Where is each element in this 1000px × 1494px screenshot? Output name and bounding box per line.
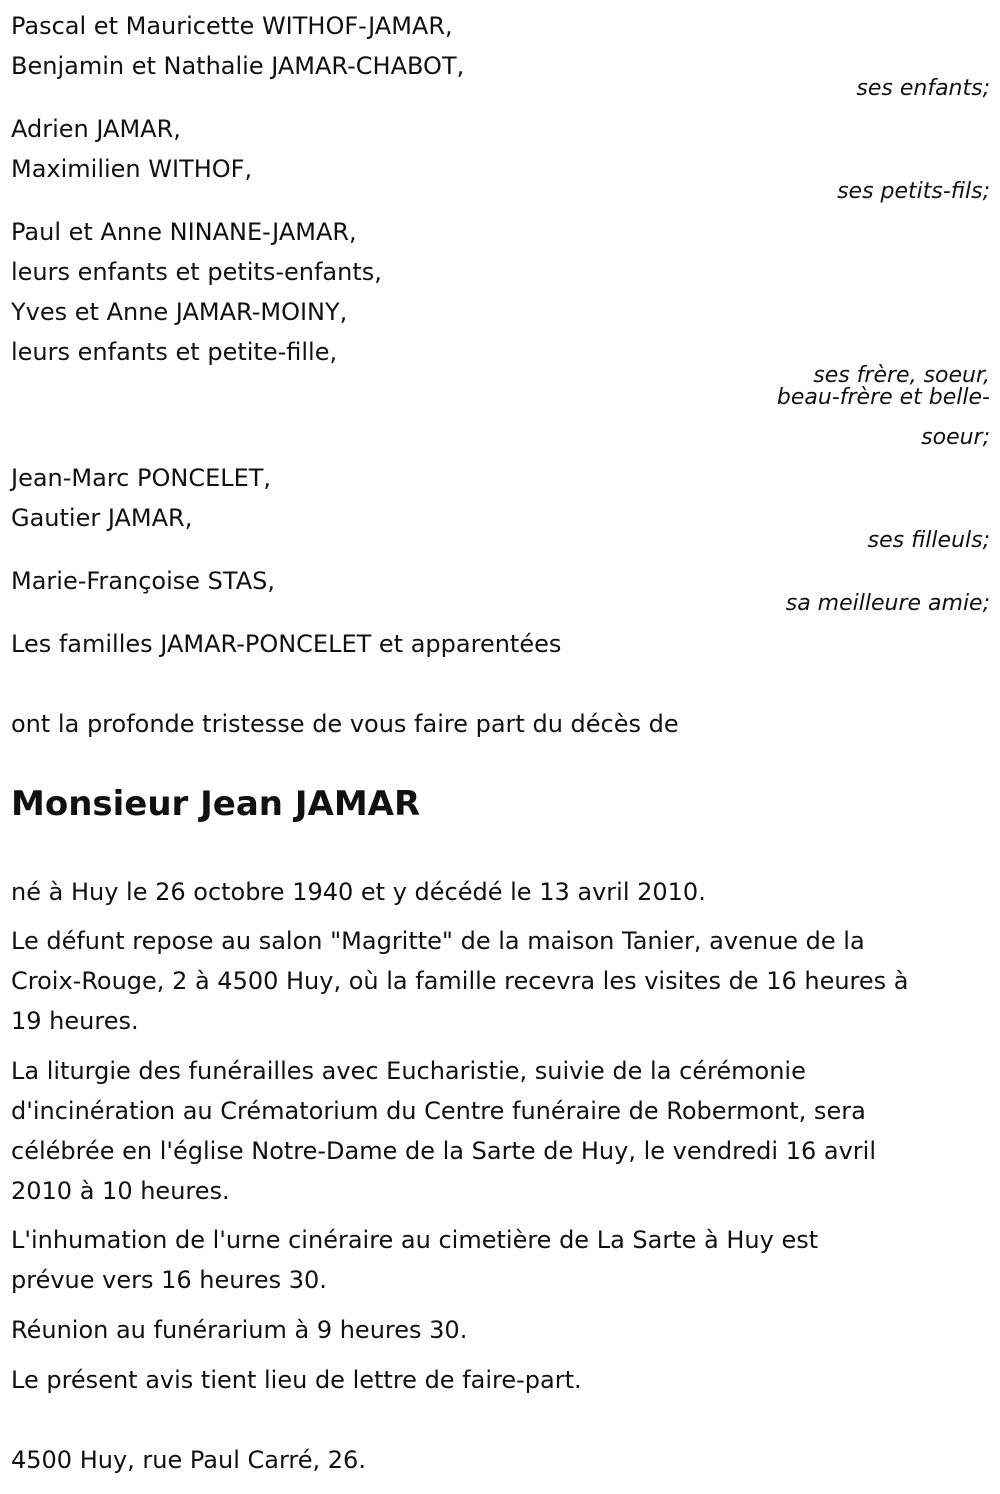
burial-line-1: L'inhumation de l'urne cinéraire au cimetière de La Sarte à Huy est [11,1226,819,1254]
child-line-2: Benjamin et Nathalie JAMAR-CHABOT, [11,52,465,80]
child-line-1: Pascal et Mauricette WITHOF-JAMAR, [11,12,453,40]
meeting-line: Réunion au funérarium à 9 heures 30. [11,1316,468,1344]
liturgy-line-4: 2010 à 10 heures. [11,1177,230,1205]
siblings-role-line-3: soeur; [921,425,990,450]
grandchild-line-1: Adrien JAMAR, [11,115,181,143]
notice-line: Le présent avis tient lieu de lettre de faire-part. [11,1366,582,1394]
sibling-line-2: leurs enfants et petits-enfants, [11,258,382,286]
siblings-role-line-1: ses frère, soeur, [813,363,990,388]
burial-line-2: prévue vers 16 heures 30. [11,1266,327,1294]
sibling-line-4: leurs enfants et petite-fille, [11,338,338,366]
sibling-line-3: Yves et Anne JAMAR-MOINY, [11,298,348,326]
deceased-name: Monsieur Jean JAMAR [11,784,421,824]
godchild-line-2: Gautier JAMAR, [11,504,193,532]
children-role: ses enfants; [856,76,990,101]
friend-role: sa meilleure amie; [785,591,990,616]
viewing-line-2: Croix-Rouge, 2 à 4500 Huy, où la famille recevra les visites de 16 heures à [11,967,909,995]
viewing-line-3: 19 heures. [11,1007,139,1035]
grandchild-line-2: Maximilien WITHOF, [11,155,253,183]
birth-death-line: né à Huy le 26 octobre 1940 et y décédé le 13 avril 2010. [11,878,706,906]
godchild-line-1: Jean-Marc PONCELET, [11,464,272,492]
sibling-line-1: Paul et Anne NINANE-JAMAR, [11,218,357,246]
grandchildren-role: ses petits-fils; [837,179,990,204]
liturgy-line-2: d'incinération au Crématorium du Centre funéraire de Robermont, sera [11,1097,866,1125]
siblings-role-line-2: beau-frère et belle- [776,385,990,410]
families-line: Les familles JAMAR-PONCELET et apparentées [11,630,562,658]
liturgy-line-1: La liturgie des funérailles avec Eucharistie, suivie de la cérémonie [11,1057,806,1085]
liturgy-line-3: célébrée en l'église Notre-Dame de la Sarte de Huy, le vendredi 16 avril [11,1137,876,1165]
friend-line: Marie-Françoise STAS, [11,567,275,595]
address-line: 4500 Huy, rue Paul Carré, 26. [11,1446,366,1474]
announcement-line: ont la profonde tristesse de vous faire part du décès de [11,710,679,738]
viewing-line-1: Le défunt repose au salon "Magritte" de la maison Tanier, avenue de la [11,927,865,955]
godchildren-role: ses filleuls; [867,528,990,553]
